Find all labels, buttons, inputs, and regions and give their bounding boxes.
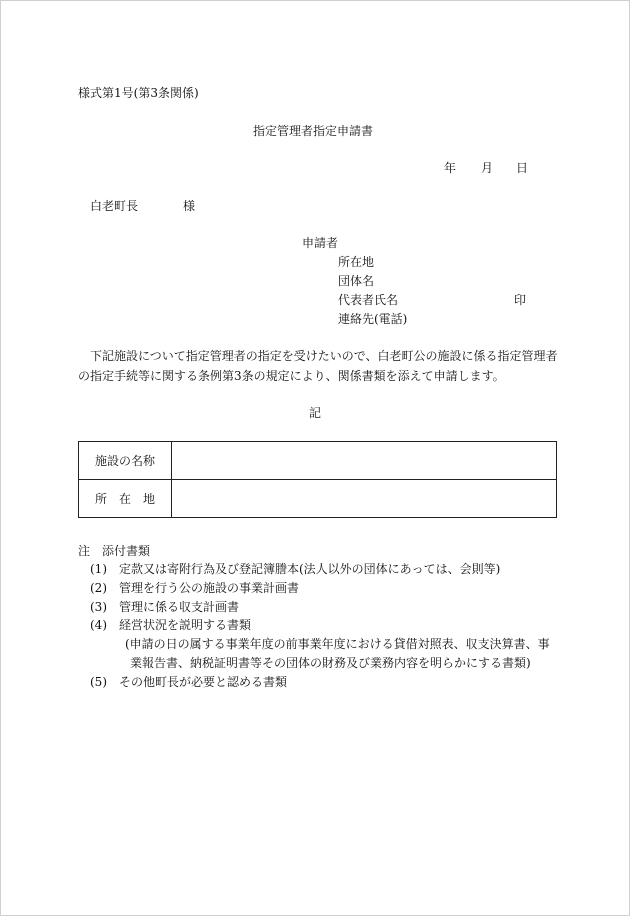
sub-note-line2: 業報告書、納税証明書等その団体の財務及び業務内容を明らかにする書類) [130,656,531,670]
list-item-text: 管理に係る収支計画書 [119,600,240,614]
addressee-honorific: 様 [183,199,196,213]
applicant-address-label: 所在地 [338,255,375,269]
list-item-number: (2) [90,581,107,595]
document-title: 指定管理者指定申請書 [253,124,374,138]
seal-mark: 印 [514,293,527,307]
date-month: 月 [481,161,494,175]
facility-table [78,441,557,518]
body-text-line1: 下記施設について指定管理者の指定を受けたいので、白老町公の施設に係る指定管理者 [90,349,558,363]
list-item [90,563,500,575]
applicant-heading: 申請者 [302,236,339,250]
list-item [90,601,239,613]
sub-note-line1: (申請の日の属する事業年度の前事業年度における貸借対照表、収支決算書、事 [125,637,550,651]
list-item-text: 定款又は寄附行為及び登記簿謄本(法人以外の団体にあっては、会則等) [119,562,501,576]
body-text-line2: の指定手続等に関する条例第3条の規定により、関係書類を添えて申請します。 [78,369,505,383]
location-label: 所 在 地 [79,480,172,518]
list-item-number: (3) [90,600,107,614]
applicant-rep-label: 代表者氏名 [338,293,399,307]
addressee-name: 白老町長 [90,199,139,213]
list-item-text: その他町長が必要と認める書類 [119,675,288,689]
location-cell [172,480,557,518]
list-item-number: (4) [90,618,107,632]
applicant-contact-label: 連絡先(電話) [338,312,408,326]
list-item [90,619,251,631]
notes-heading: 注 添付書類 [78,544,151,558]
applicant-org-label: 団体名 [338,274,375,288]
date-day: 日 [516,161,529,175]
facility-name-label: 施設の名称 [79,442,172,480]
table-row [79,442,557,480]
date-year: 年 [444,161,457,175]
list-item-number: (1) [90,562,107,576]
form-number: 様式第1号(第3条関係) [78,86,199,100]
table-row [79,480,557,518]
list-item [90,676,287,688]
facility-name-cell [172,442,557,480]
list-item-number: (5) [90,675,107,689]
ki-heading: 記 [309,406,322,420]
list-item-text: 管理を行う公の施設の事業計画書 [119,581,300,595]
list-item [90,582,299,594]
list-item-text: 経営状況を説明する書類 [119,618,252,632]
